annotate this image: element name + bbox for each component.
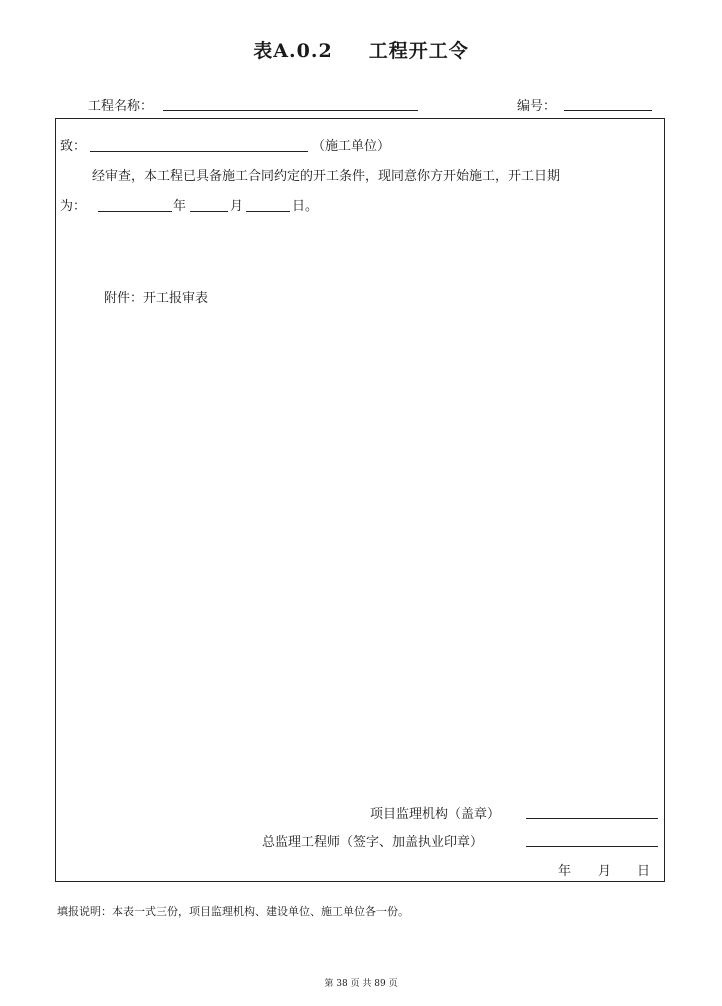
start-year-field[interactable] [98,211,172,212]
number-label: 编号： [517,99,557,114]
chief-engineer-signature-field[interactable] [526,846,658,847]
day-label: 日。 [292,199,319,214]
start-month-field[interactable] [190,211,228,212]
project-name-label: 工程名称： [88,99,154,114]
document-title [0,36,722,63]
start-day-field[interactable] [246,211,290,212]
form-code: 表A.0.2 [253,40,333,62]
project-name-field[interactable] [163,110,418,111]
form-name: 工程开工令 [368,40,469,62]
sign-month-label: 月 [598,864,612,879]
sign-year-label: 年 [558,864,572,879]
contractor-suffix: （施工单位） [312,139,391,154]
date-prefix: 为： [60,199,87,214]
contractor-field[interactable] [90,151,308,152]
attachment-note: 附件：开工报审表 [104,291,209,306]
form-box [55,118,665,882]
to-label: 致： [60,139,87,154]
approval-paragraph: 经审查，本工程已具备施工合同约定的开工条件，现同意你方开始施工，开工日期 [92,169,561,184]
sign-day-label: 日 [637,864,651,879]
year-label: 年 [173,199,187,214]
supervision-org-seal-field[interactable] [526,818,658,819]
month-label: 月 [230,199,244,214]
number-field[interactable] [564,110,652,111]
page-number: 第 38 页 共 89 页 [324,979,398,989]
supervision-org-label: 项目监理机构（盖章） [370,807,501,822]
chief-engineer-label: 总监理工程师（签字、加盖执业印章） [262,835,484,850]
filling-instructions: 填报说明：本表一式三份，项目监理机构、建设单位、施工单位各一份。 [57,905,409,918]
